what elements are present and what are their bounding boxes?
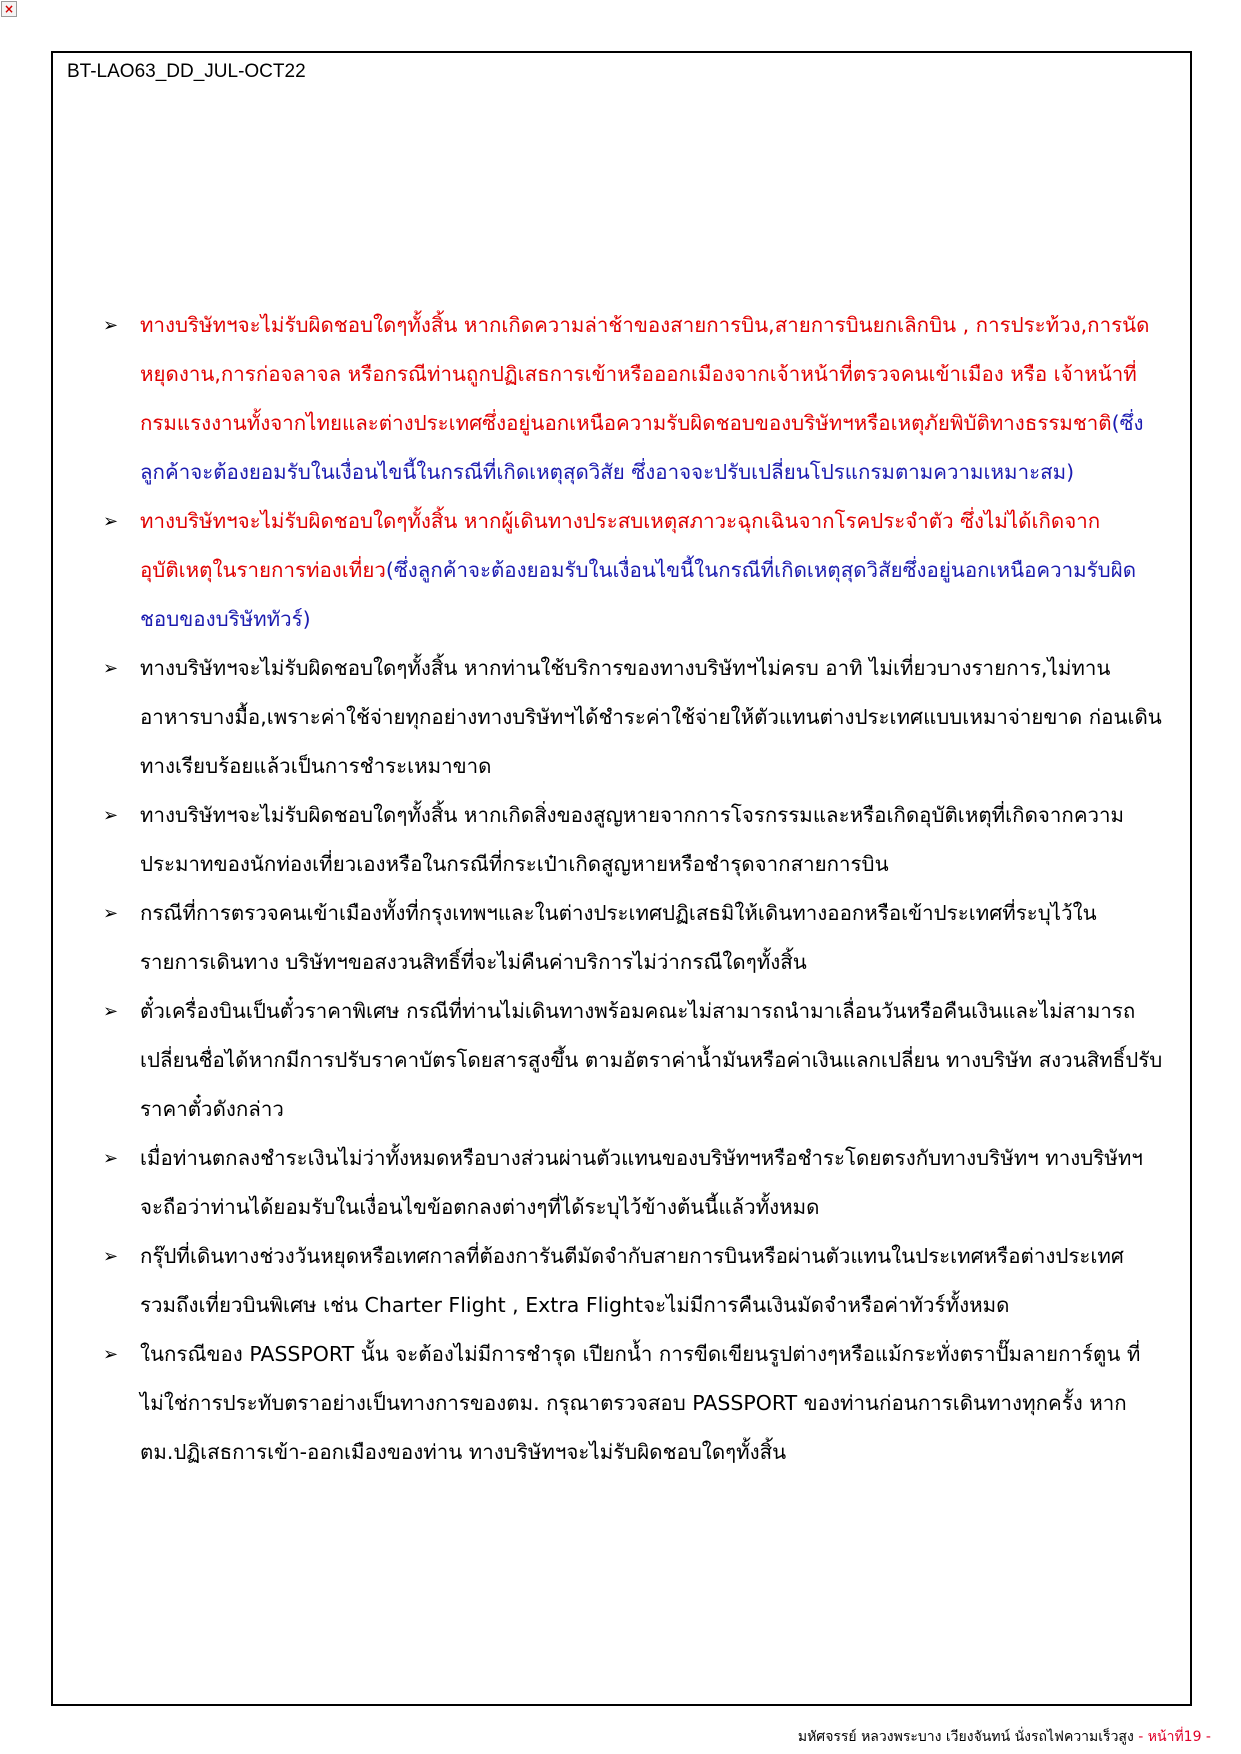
term-item — [103, 644, 1163, 791]
bullet-arrow-icon: ➢ — [103, 1001, 119, 1022]
document-code: BT-LAO63_DD_JUL-OCT22 — [67, 61, 306, 82]
term-item — [103, 1330, 1163, 1477]
term-item — [103, 497, 1163, 644]
page-footer — [798, 1726, 1211, 1748]
term-text: ตั๋วเครื่องบินเป็นตั๋วราคาพิเศษ กรณีที่ท่านไม่เดินทางพร้อมคณะไม่สามารถนำมาเลื่อนวันหรือคืนเงินและไม่สามารถเปลี่ยนชื่อได้หากมีการปรับราคาบัตรโดยสารสูงขึ้น ตามอัตราค่าน้ำมันหรือค่าเงินแลกเปลี่ยน ทางบริษัท สงวนสิทธิ์ปรับราคาตั๋วดังกล่าว — [140, 999, 1163, 1121]
term-text: กรณีที่การตรวจคนเข้าเมืองทั้งที่กรุงเทพฯและในต่างประเทศปฏิเสธมิให้เดินทางออกหรือเข้าประเทศที่ระบุไว้ในรายการเดินทาง บริษัทฯขอสงวนสิทธิ์ที่จะไม่คืนค่าบริการไม่ว่ากรณีใดๆทั้งสิ้น — [140, 901, 1097, 974]
bullet-arrow-icon: ➢ — [103, 658, 119, 679]
term-text: กรุ๊ปที่เดินทางช่วงวันหยุดหรือเทศกาลที่ต้องการันตีมัดจำกับสายการบินหรือผ่านตัวแทนในประเทศหรือต่างประเทศ รวมถึงเที่ยวบินพิเศษ เช่น Charter Flight , Extra Flightจะไม่มีการคืนเงินมัดจำหรือค่าทัวร์ทั้งหมด — [140, 1244, 1124, 1317]
term-item — [103, 987, 1163, 1134]
bullet-arrow-icon: ➢ — [103, 1344, 119, 1365]
footer-suffix: - — [1201, 1729, 1211, 1745]
term-text-red: ทางบริษัทฯจะไม่รับผิดชอบใดๆทั้งสิ้น หากเกิดความล่าช้าของสายการบิน,สายการบินยกเลิกบิน , การประท้วง,การนัดหยุดงาน,การก่อจลาจล หรือกรณีท่านถูกปฏิเสธการเข้าหรือออกเมืองจากเจ้าหน้าที่ตรวจคนเข้าเมือง หรือ เจ้าหน้าที่กรมแรงงานทั้งจากไทยและต่างประเทศซึ่งอยู่นอกเหนือความรับผิดชอบของบริษัทฯหรือเหตุภัยพิบัติทางธรรมชาติ — [140, 313, 1150, 435]
term-item — [103, 301, 1163, 497]
page-frame — [51, 51, 1192, 1706]
bullet-arrow-icon: ➢ — [103, 1246, 119, 1267]
term-text-blue: (ซึ่งลูกค้าจะต้องยอมรับในเงื่อนไขนี้ในกรณีที่เกิดเหตุสุดวิสัยซึ่งอยู่นอกเหนือความรับผิดชอบของบริษัททัวร์) — [140, 558, 1137, 631]
bullet-arrow-icon: ➢ — [103, 315, 119, 336]
page-number: หน้าที่19 — [1147, 1729, 1202, 1745]
terms-list — [103, 301, 1163, 1477]
term-item — [103, 791, 1163, 889]
term-text: ทางบริษัทฯจะไม่รับผิดชอบใดๆทั้งสิ้น หากท่านใช้บริการของทางบริษัทฯไม่ครบ อาทิ ไม่เที่ยวบางรายการ,ไม่ทานอาหารบางมื้อ,เพราะค่าใช้จ่ายทุกอย่างทางบริษัทฯได้ชำระค่าใช้จ่ายให้ตัวแทนต่างประเทศแบบเหมาจ่ายขาด ก่อนเดินทางเรียบร้อยแล้วเป็นการชำระเหมาขาด — [140, 656, 1162, 778]
term-text: เมื่อท่านตกลงชำระเงินไม่ว่าทั้งหมดหรือบางส่วนผ่านตัวแทนของบริษัทฯหรือชำระโดยตรงกับทางบริษัทฯ ทางบริษัทฯจะถือว่าท่านได้ยอมรับในเงื่อนไขข้อตกลงต่างๆที่ได้ระบุไว้ข้างต้นนี้แล้วทั้งหมด — [140, 1146, 1143, 1219]
bullet-arrow-icon: ➢ — [103, 903, 119, 924]
term-item — [103, 1232, 1163, 1330]
term-text: ในกรณีของ PASSPORT นั้น จะต้องไม่มีการชำรุด เปียกน้ำ การขีดเขียนรูปต่างๆหรือแม้กระทั่งตราปั๊มลายการ์ตูน ที่ไม่ใช่การประทับตราอย่างเป็นทางการของตม. กรุณาตรวจสอบ PASSPORT ของท่านก่อนการเดินทางทุกครั้ง หาก ตม.ปฏิเสธการเข้า-ออกเมืองของท่าน ทางบริษัทฯจะไม่รับผิดชอบใดๆทั้งสิ้น — [140, 1342, 1141, 1464]
bullet-arrow-icon: ➢ — [103, 1148, 119, 1169]
bullet-arrow-icon: ➢ — [103, 511, 119, 532]
term-text: ทางบริษัทฯจะไม่รับผิดชอบใดๆทั้งสิ้น หากเกิดสิ่งของสูญหายจากการโจรกรรมและหรือเกิดอุบัติเหตุที่เกิดจากความประมาทของนักท่องเที่ยวเองหรือในกรณีที่กระเป๋าเกิดสูญหายหรือชำรุดจากสายการบิน — [140, 803, 1125, 876]
term-item — [103, 1134, 1163, 1232]
broken-image-icon: × — [1, 1, 17, 17]
footer-separator: - — [1133, 1729, 1148, 1745]
term-item — [103, 889, 1163, 987]
term-text-blue: (ซึ่งลูกค้าจะต้องยอมรับในเงื่อนไขนี้ในกรณีที่เกิดเหตุสุดวิสัย ซึ่งอาจจะปรับเปลี่ยนโปรแกรมตามความเหมาะสม) — [140, 411, 1144, 484]
term-text-red: ทางบริษัทฯจะไม่รับผิดชอบใดๆทั้งสิ้น หากผู้เดินทางประสบเหตุสภาวะฉุกเฉินจากโรคประจำตัว ซึ่งไม่ได้เกิดจากอุบัติเหตุในรายการท่องเที่ยว — [140, 509, 1101, 582]
footer-title: มหัศจรรย์ หลวงพระบาง เวียงจันทน์ นั่งรถไฟความเร็วสูง — [797, 1729, 1134, 1745]
bullet-arrow-icon: ➢ — [103, 805, 119, 826]
